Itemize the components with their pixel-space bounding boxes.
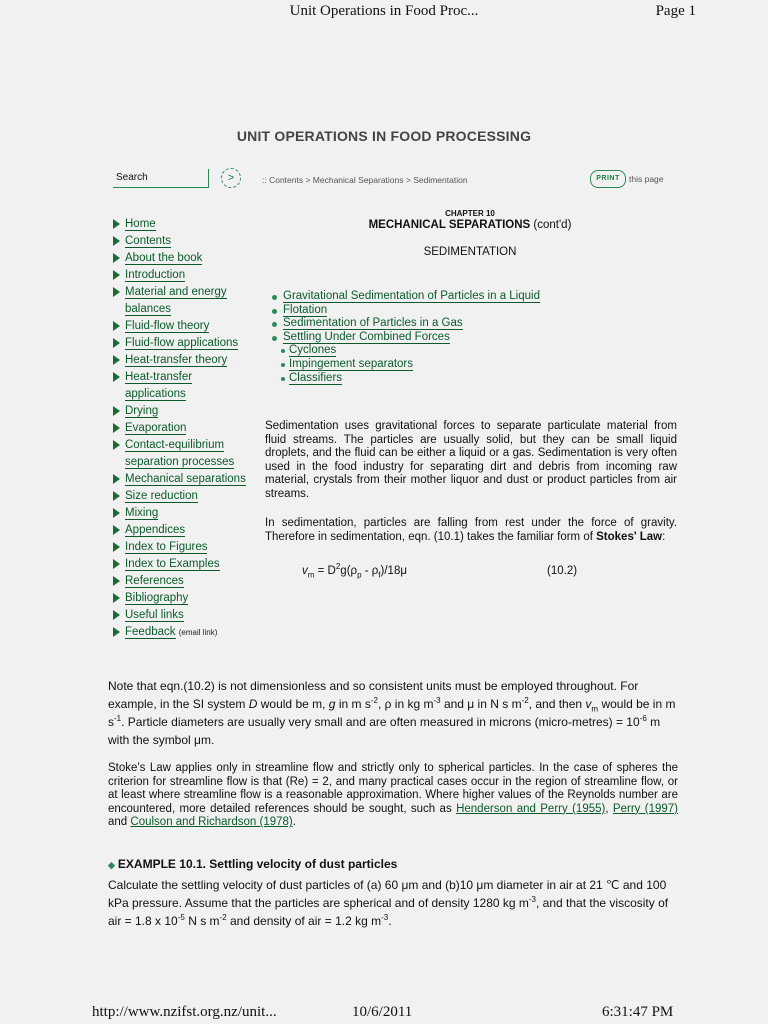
- sidebar-item-introduction[interactable]: Introduction: [111, 267, 251, 284]
- toc-item[interactable]: Settling Under Combined Forces: [272, 331, 540, 345]
- triangle-bullet-icon: [113, 440, 120, 450]
- toc-item[interactable]: Sedimentation of Particles in a Gas: [272, 317, 540, 331]
- footer-date: 10/6/2011: [352, 1004, 413, 1020]
- site-title: UNIT OPERATIONS IN FOOD PROCESSING: [236, 128, 532, 144]
- sidebar-nav: [111, 216, 251, 641]
- triangle-bullet-icon: [113, 270, 120, 280]
- sidebar-item-mechanical-separations[interactable]: Mechanical separations: [111, 471, 251, 488]
- sidebar-item-mixing[interactable]: Mixing: [111, 505, 251, 522]
- stokes-law-bold: Stokes' Law: [596, 530, 663, 543]
- print-button[interactable]: PRINT: [590, 170, 626, 188]
- streamline-paragraph: Stoke's Law applies only in streamline flow and strictly only to spherical particles. In the case of spheres the criterion for streamline flow is that (Re) = 2, and many practical cases occur in the region of streamline flow, or at least where streamline flow is a reasonable approximation. Where higher values of the Reynolds number are encountered, more detailed references should be sought, such as Henderson and Perry (1955), Perry (1997) and Coulson and Richardson (1978).: [108, 762, 679, 829]
- footer-url: http://www.nzifst.org.nz/unit...: [92, 1004, 277, 1020]
- triangle-bullet-icon: [113, 525, 120, 535]
- chapter-label: CHAPTER 10: [445, 209, 495, 218]
- example-heading: ◆ EXAMPLE 10.1. Settling velocity of dust particles: [108, 857, 398, 871]
- triangle-bullet-icon: [113, 559, 120, 569]
- triangle-bullet-icon: [113, 338, 120, 348]
- triangle-bullet-icon: [113, 236, 120, 246]
- sidebar-item-evaporation[interactable]: Evaporation: [111, 420, 251, 437]
- triangle-bullet-icon: [113, 542, 120, 552]
- triangle-bullet-icon: [113, 253, 120, 263]
- sidebar-item-heat-transfer-applications[interactable]: Heat-transfer applications: [111, 369, 251, 403]
- triangle-bullet-icon: [113, 491, 120, 501]
- section-toc: [272, 290, 540, 385]
- reference-link[interactable]: Perry (1997): [612, 802, 679, 815]
- page-header-title: Unit Operations in Food Proc...: [289, 3, 479, 19]
- sidebar-item-about[interactable]: About the book: [111, 250, 251, 267]
- triangle-bullet-icon: [113, 423, 120, 433]
- triangle-bullet-icon: [113, 321, 120, 331]
- intro-paragraph: Sedimentation uses gravitational forces to separate particulate material from fluid streams. The particles are usually solid, but they can be small liquid droplets, and the fluid can be either a liquid or a gas. Sedimentation is very often used in the food industry for separating dirt and debris from incoming raw material, crystals from their mother liquor and dust or product particles from air streams.: [265, 420, 677, 500]
- bullet-icon: [272, 336, 277, 341]
- triangle-bullet-icon: [113, 372, 120, 382]
- bullet-icon: [272, 295, 277, 300]
- diamond-bullet-icon: ◆: [108, 860, 115, 870]
- triangle-bullet-icon: [113, 406, 120, 416]
- sidebar-item-bibliography[interactable]: Bibliography: [111, 590, 251, 607]
- toc-subitem[interactable]: Cyclones: [272, 344, 540, 358]
- units-paragraph: Note that eqn.(10.2) is not dimensionless and so consistent units must be employed throughout. For example, in the SI system D would be m, g in m $s^{-2}$, ρ in kg $m^{-3}$ and μ in N s $m^{-2}$, and then $v_m$ would be in m $s^{-1}$. Particle diameters are usually very small and are often measured in microns (micro-metres) = $10^{-6}$ m with the symbol μm.: [108, 679, 676, 747]
- breadcrumb[interactable]: :: Contents > Mechanical Separations > Sedimentation: [262, 175, 468, 185]
- toc-item[interactable]: Flotation: [272, 304, 540, 318]
- sidebar-item-fluid-flow-applications[interactable]: Fluid-flow applications: [111, 335, 251, 352]
- triangle-bullet-icon: [113, 355, 120, 365]
- sidebar-item-home[interactable]: Home: [111, 216, 251, 233]
- triangle-bullet-icon: [113, 508, 120, 518]
- sidebar-item-heat-transfer-theory[interactable]: Heat-transfer theory: [111, 352, 251, 369]
- bullet-icon: [272, 309, 277, 314]
- triangle-bullet-icon: [113, 627, 120, 637]
- stokes-paragraph: In sedimentation, particles are falling from rest under the force of gravity. Therefore in sedimentation, eqn. (10.1) takes the familiar form of Stokes' Law:: [265, 517, 677, 543]
- toc-subitem[interactable]: Impingement separators: [272, 358, 540, 372]
- sidebar-item-index-figures[interactable]: Index to Figures: [111, 539, 251, 556]
- section-title: SEDIMENTATION: [423, 246, 517, 258]
- search-go-icon[interactable]: >: [221, 168, 241, 188]
- bullet-icon: [281, 377, 285, 381]
- triangle-bullet-icon: [113, 474, 120, 484]
- sidebar-item-size-reduction[interactable]: Size reduction: [111, 488, 251, 505]
- chapter-title-text: MECHANICAL SEPARATIONS: [368, 219, 531, 231]
- sidebar-item-contents[interactable]: Contents: [111, 233, 251, 250]
- sidebar-item-references[interactable]: References: [111, 573, 251, 590]
- toc-subitem[interactable]: Classifiers: [272, 372, 540, 386]
- reference-link[interactable]: Henderson and Perry (1955): [456, 802, 606, 815]
- triangle-bullet-icon: [113, 576, 120, 586]
- reference-link[interactable]: Coulson and Richardson (1978): [130, 816, 293, 829]
- search-input[interactable]: Search: [113, 169, 209, 188]
- print-note: this page: [629, 174, 664, 184]
- sidebar-item-drying[interactable]: Drying: [111, 403, 251, 420]
- equation-number: (10.2): [547, 565, 578, 577]
- triangle-bullet-icon: [113, 610, 120, 620]
- stokes-equation: $v_m = D^2g(\rho_p - \rho_f)/18\mu$: [302, 562, 407, 580]
- triangle-bullet-icon: [113, 593, 120, 603]
- sidebar-item-feedback[interactable]: Feedback (email link): [111, 624, 251, 641]
- sidebar-item-contact-equilibrium[interactable]: Contact-equilibrium separation processes: [111, 437, 251, 471]
- sidebar-item-index-examples[interactable]: Index to Examples: [111, 556, 251, 573]
- toc-item[interactable]: Gravitational Sedimentation of Particles in a Liquid: [272, 290, 540, 304]
- bullet-icon: [272, 322, 277, 327]
- sidebar-item-material-energy[interactable]: Material and energy balances: [111, 284, 251, 318]
- example-paragraph: Calculate the settling velocity of dust particles of (a) 60 μm and (b)10 μm diameter in air at 21 ℃ and 100 kPa pressure. Assume that the particles are spherical and of density 1280 kg $m^{-3}$, and that the viscosity of air = 1.8 x $10^{-5}$ N s $m^{-2}$ and density of air = 1.2 kg $m^{-3}$.: [108, 878, 669, 928]
- chapter-contd: (cont'd): [533, 219, 572, 231]
- bullet-icon: [281, 349, 285, 353]
- sidebar-item-useful-links[interactable]: Useful links: [111, 607, 251, 624]
- triangle-bullet-icon: [113, 287, 120, 297]
- bullet-icon: [281, 363, 285, 367]
- page-number: Page 1: [655, 3, 696, 19]
- sidebar-item-fluid-flow-theory[interactable]: Fluid-flow theory: [111, 318, 251, 335]
- chapter-title: [260, 219, 680, 231]
- triangle-bullet-icon: [113, 219, 120, 229]
- sidebar-item-appendices[interactable]: Appendices: [111, 522, 251, 539]
- footer-time: 6:31:47 PM: [602, 1004, 674, 1020]
- email-link-note: (email link): [178, 628, 218, 637]
